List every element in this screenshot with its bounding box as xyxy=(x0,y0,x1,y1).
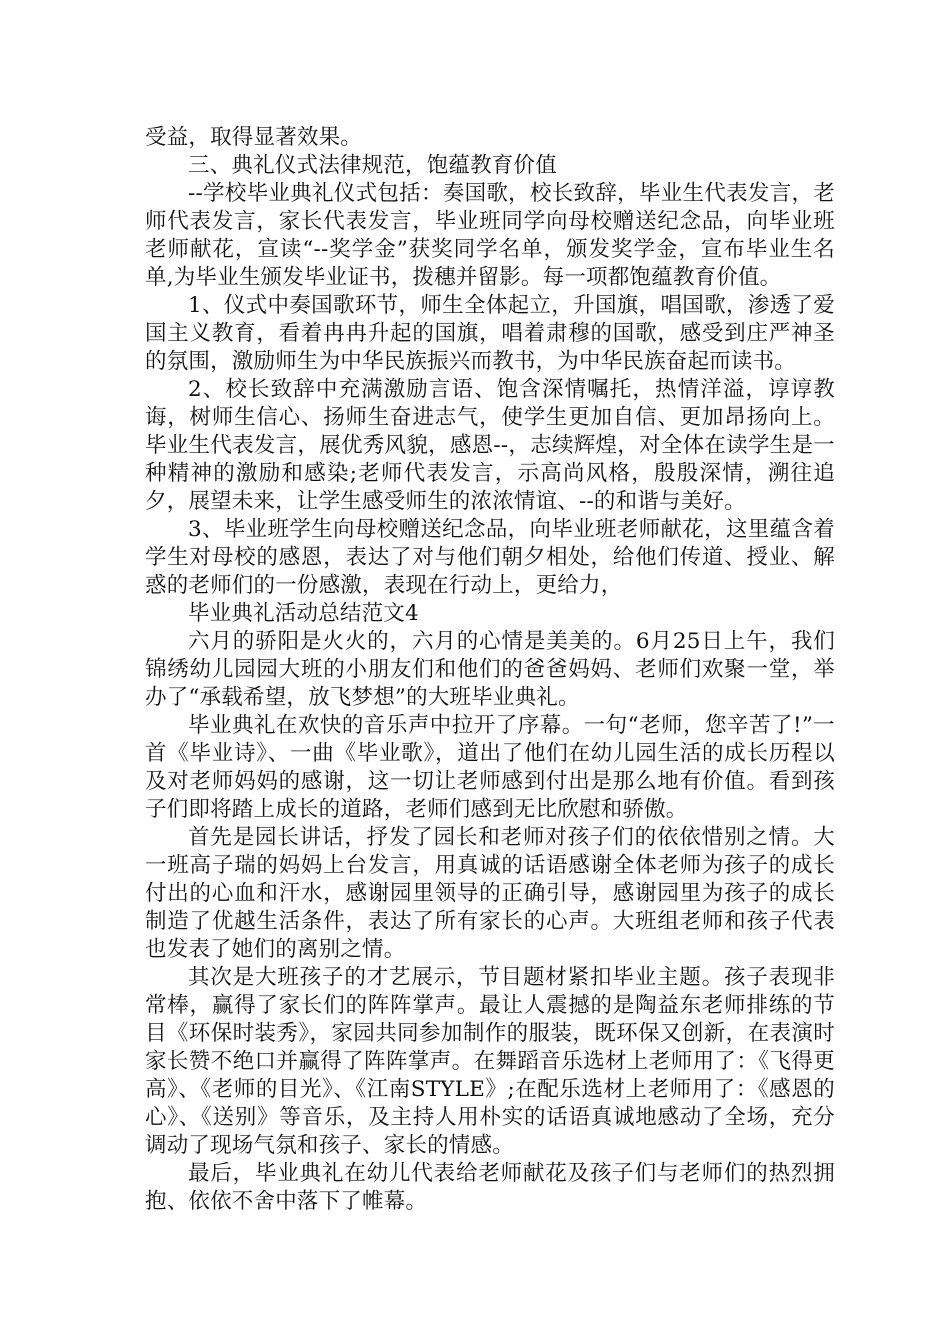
paragraph-point-1: 1、仪式中奏国歌环节，师生全体起立，升国旗，唱国歌，渗透了爱国主义教育，看着冉冉升起的国旗，唱着肃穆的国歌，感受到庄严神圣的氛围，激励师生为中华民族振兴而教书，为中华民族奋起而读书。 xyxy=(145,293,835,374)
section-heading-3: 三、典礼仪式法律规范，饱蕴教育价值 xyxy=(188,153,557,178)
paragraph-second: 其次是大班孩子的才艺展示，节目题材紧扣毕业主题。孩子表现非常棒，赢得了家长们的阵阵掌声。最让人震撼的是陶益东老师排练的节目《环保时装秀》，家园共同参加制作的服装，既环保又创新，在表演时家长赞不绝口并赢得了阵阵掌声。在舞蹈音乐选材上老师用了：《飞得更高》、《老师的目光》、《江南STYLE》;在配乐选材上老师用了：《感恩的心》、《送别》等音乐，及主持人用朴实的话语真诚地感动了全场，充分调动了现场气氛和孩子、家长的情感。 xyxy=(145,965,835,1158)
paragraph-ceremony-items: --学校毕业典礼仪式包括：奏国歌，校长致辞，毕业生代表发言，老师代表发言，家长代表发言，毕业班同学向母校赠送纪念品，向毕业班老师献花，宣读“--奖学金”获奖同学名单，颁发奖学金，宣布毕业生名单,为毕业生颁发毕业证书，拨穗并留影。每一项都饱蕴教育价值。 xyxy=(145,181,835,290)
paragraph-first: 首先是园长讲话，抒发了园长和老师对孩子们的依依惜别之情。大一班高子瑞的妈妈上台发言，用真诚的话语感谢全体老师为孩子的成长付出的心血和汗水，感谢园里领导的正确引导，感谢园里为孩子的成长制造了优越生活条件，表达了所有家长的心声。大班组老师和孩子代表也发表了她们的离别之情。 xyxy=(145,825,835,962)
paragraph-intro: 六月的骄阳是火火的，六月的心情是美美的。6月25日上午，我们锦绣幼儿园园大班的小朋友们和他们的爸爸妈妈、老师们欢聚一堂，举办了“承载希望，放飞梦想”的大班毕业典礼。 xyxy=(145,629,835,710)
paragraph-last: 最后，毕业典礼在幼儿代表给老师献花及孩子们与老师们的热烈拥抱、依依不舍中落下了帷幕。 xyxy=(145,1161,835,1214)
paragraph-point-3: 3、毕业班学生向母校赠送纪念品，向毕业班老师献花，这里蕴含着学生对母校的感恩，表达了对与他们朝夕相处，给他们传道、授业、解惑的老师们的一份感激，表现在行动上，更给力， xyxy=(145,517,835,598)
paragraph-point-2: 2、校长致辞中充满激励言语、饱含深情嘱托，热情洋溢，谆谆教诲，树师生信心、扬师生奋进志气，使学生更加自信、更加昂扬向上。毕业生代表发言，展优秀风貌，感恩--，志续辉煌，对全体在读学生是一种精神的激励和感染;老师代表发言，示高尚风格，殷殷深情，溯往追夕，展望未来，让学生感受师生的浓浓情谊、--的和谐与美好。 xyxy=(145,377,835,514)
document-body xyxy=(145,124,835,1216)
paragraph-continuation: 受益，取得显著效果。 xyxy=(145,125,363,150)
section-heading-example-4: 毕业典礼活动总结范文4 xyxy=(188,601,419,626)
paragraph-opening: 毕业典礼在欢快的音乐声中拉开了序幕。一句“老师，您辛苦了!”一首《毕业诗》、一曲《毕业歌》，道出了他们在幼儿园生活的成长历程以及对老师妈妈的感谢，这一切让老师感到付出是那么地有价值。看到孩子们即将踏上成长的道路，老师们感到无比欣慰和骄傲。 xyxy=(145,713,835,822)
